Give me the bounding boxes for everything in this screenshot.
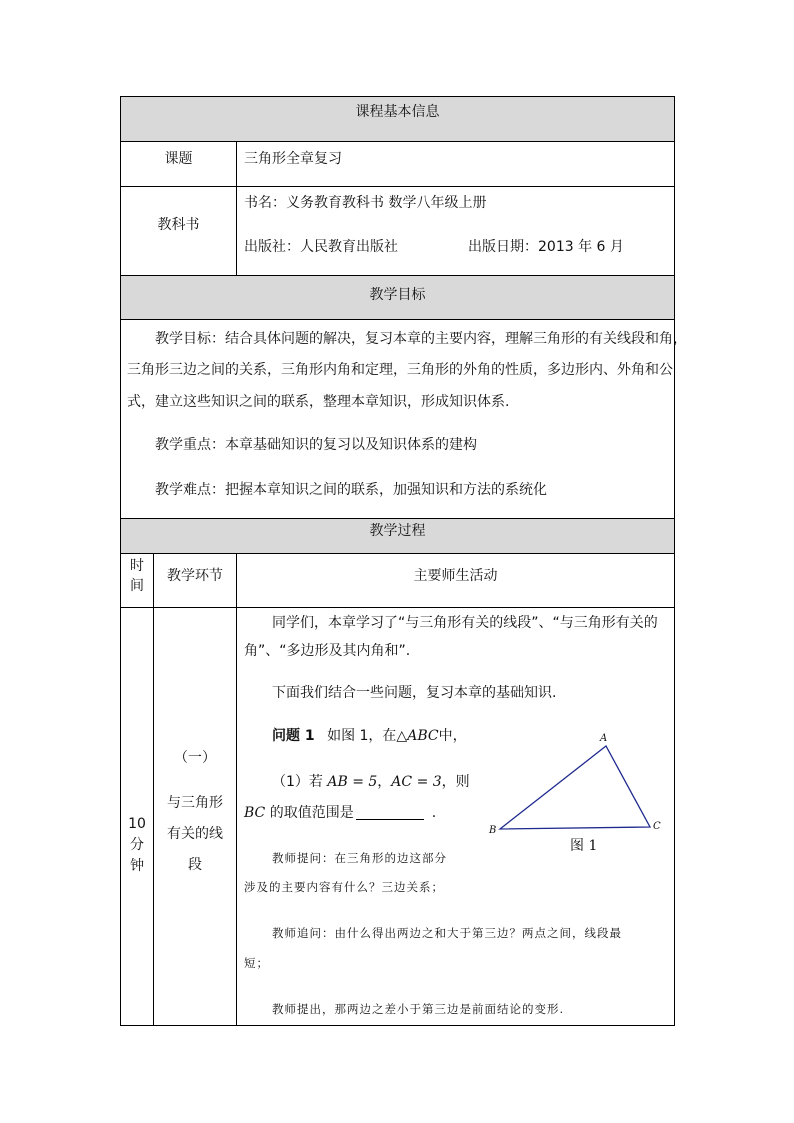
table-line: [120, 607, 675, 608]
key-points: 教学重点：本章基础知识的复习以及知识体系的建构: [155, 437, 477, 453]
process-header: 教学过程: [369, 523, 426, 539]
col-time-header-2: 间: [130, 578, 144, 594]
table-line: [236, 553, 237, 1026]
triangle-abc: [500, 746, 650, 829]
topic-label: 课题: [164, 151, 193, 167]
time-value-1: 10: [128, 816, 146, 832]
sub-question-prefix: （1）若: [272, 774, 328, 790]
table-line: [120, 186, 675, 187]
table-line: [153, 553, 154, 1026]
sub-question-suffix: ，则: [441, 774, 470, 790]
sub-question-line-1: [272, 775, 470, 789]
stage-number: （一）: [174, 750, 216, 766]
vertex-c-label: C: [653, 821, 661, 832]
book-name: 书名：义务教育教科书 数学八年级上册: [244, 195, 487, 211]
topic-value: 三角形全章复习: [244, 151, 342, 167]
triangle-figure: [480, 730, 670, 840]
col-stage-header: 教学环节: [167, 568, 223, 584]
ac-equation: AC = 3: [391, 774, 442, 790]
problem-1-label: 问题 1: [272, 728, 315, 744]
table-line: [236, 141, 237, 275]
table-line: [120, 141, 675, 142]
answer-blank: [356, 805, 424, 820]
intro-line-3: 下面我们结合一些问题，复习本章的基础知识.: [272, 685, 557, 701]
col-activity-header: 主要师生活动: [413, 568, 498, 584]
stage-title-2: 有关的线: [167, 826, 223, 842]
objectives-line-1: 教学目标：结合具体问题的解决，复习本章的主要内容，理解三角形的有关线段和角，: [155, 331, 687, 347]
stage-title-1: 与三角形: [167, 795, 223, 811]
time-value-2: 分: [130, 837, 144, 853]
time-value-3: 钟: [130, 858, 144, 874]
vertex-a-label: A: [600, 733, 608, 744]
comma: ，: [377, 774, 392, 790]
objectives-line-2: 三角形三边之间的关系，三角形内角和定理，三角形的外角的性质，多边形内、外角和公: [127, 362, 673, 378]
vertex-b-label: B: [489, 825, 497, 836]
problem-1-line: [272, 729, 467, 743]
intro-line-2: 角”、“多边形及其内角和”.: [244, 643, 411, 659]
table-line: [120, 96, 675, 97]
period: .: [431, 805, 437, 821]
teacher-question-2a: 教师追问：由什么得出两边之和大于第三边？两点之间，线段最: [272, 926, 622, 940]
difficulties: 教学难点：把握本章知识之间的联系，加强知识和方法的系统化: [155, 482, 547, 498]
stage-title-3: 段: [188, 857, 202, 873]
figure-caption: 图 1: [570, 838, 598, 854]
objectives-header: 教学目标: [369, 287, 426, 303]
table-line: [120, 518, 675, 519]
table-line: [674, 96, 675, 1026]
triangle-name: ABC: [407, 728, 439, 744]
table-line: [120, 1025, 675, 1026]
table-line: [120, 553, 675, 554]
intro-line-1: 同学们，本章学习了“与三角形有关的线段”、“与三角形有关的: [272, 615, 658, 631]
sub-question-line-2: [244, 805, 436, 820]
textbook-label: 教科书: [157, 217, 200, 233]
problem-1-text-b: 中，: [438, 728, 467, 744]
publisher: 出版社：人民教育出版社: [244, 239, 398, 255]
col-time-header-1: 时: [130, 558, 144, 574]
objectives-line-3: 式，建立这些知识之间的联系，整理本章知识，形成知识体系.: [127, 394, 510, 410]
teacher-question-1b: 涉及的主要内容有什么？三边关系；: [244, 880, 444, 894]
range-text: 的取值范围是: [265, 805, 354, 821]
problem-1-text-a: 如图 1，在△: [327, 728, 408, 744]
teacher-question-1a: 教师提问：在三角形的边这部分: [272, 851, 447, 865]
table-line: [120, 319, 675, 320]
table-line: [120, 275, 675, 276]
teacher-note: 教师提出，那两边之差小于第三边是前面结论的变形.: [272, 1002, 565, 1016]
basic-info-header: 课程基本信息: [355, 104, 440, 120]
teacher-question-2b: 短；: [244, 956, 269, 970]
ab-equation: AB = 5: [327, 774, 378, 790]
bc-label: BC: [244, 805, 266, 821]
publish-date: 出版日期：2013 年 6 月: [468, 239, 624, 255]
